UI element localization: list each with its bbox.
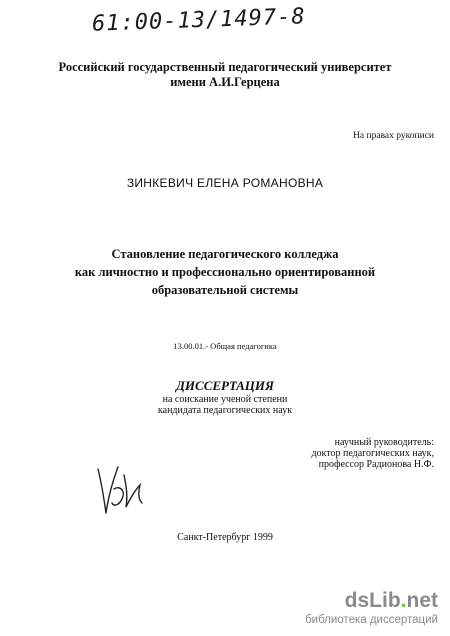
supervisor-label: научный руководитель: [334, 437, 434, 448]
rights-note: На правах рукописи [353, 131, 434, 141]
dslib-watermark [305, 590, 438, 626]
degree-line1: на соискание ученой степени [162, 394, 288, 405]
watermark-brand [305, 590, 438, 612]
watermark-subtitle: библиотека диссертаций [305, 614, 438, 626]
degree-line2: кандидата педагогических наук [157, 405, 293, 416]
author-name: ЗИНКЕВИЧ ЕЛЕНА РОМАНОВНА [126, 176, 324, 190]
city-year: Санкт-Петербург 1999 [177, 532, 273, 543]
dissertation-title-line1: Становление педагогического колледжа [111, 247, 339, 261]
university-name-line2: имени А.И.Герцена [170, 75, 280, 89]
handwritten-signature [92, 455, 152, 525]
supervisor-degree: доктор педагогических наук, [311, 448, 434, 459]
dissertation-heading: ДИССЕРТАЦИЯ [176, 378, 274, 393]
dissertation-title-line3: образовательной системы [151, 283, 299, 297]
watermark-brand-b: net [406, 589, 438, 612]
supervisor-name: профессор Радионова Н.Ф. [318, 459, 434, 470]
university-name-line1: Российский государственный педагогический университет [58, 60, 392, 74]
dissertation-title-line2: как личностно и профессионально ориентированной [74, 265, 376, 279]
handwritten-registration-number: 61:00-13/1497-8 [91, 4, 307, 37]
watermark-brand-dot: . [400, 589, 407, 612]
watermark-brand-a: dsLib [344, 589, 401, 612]
specialty-code: 13.00.01.- Общая педагогика [173, 341, 277, 351]
